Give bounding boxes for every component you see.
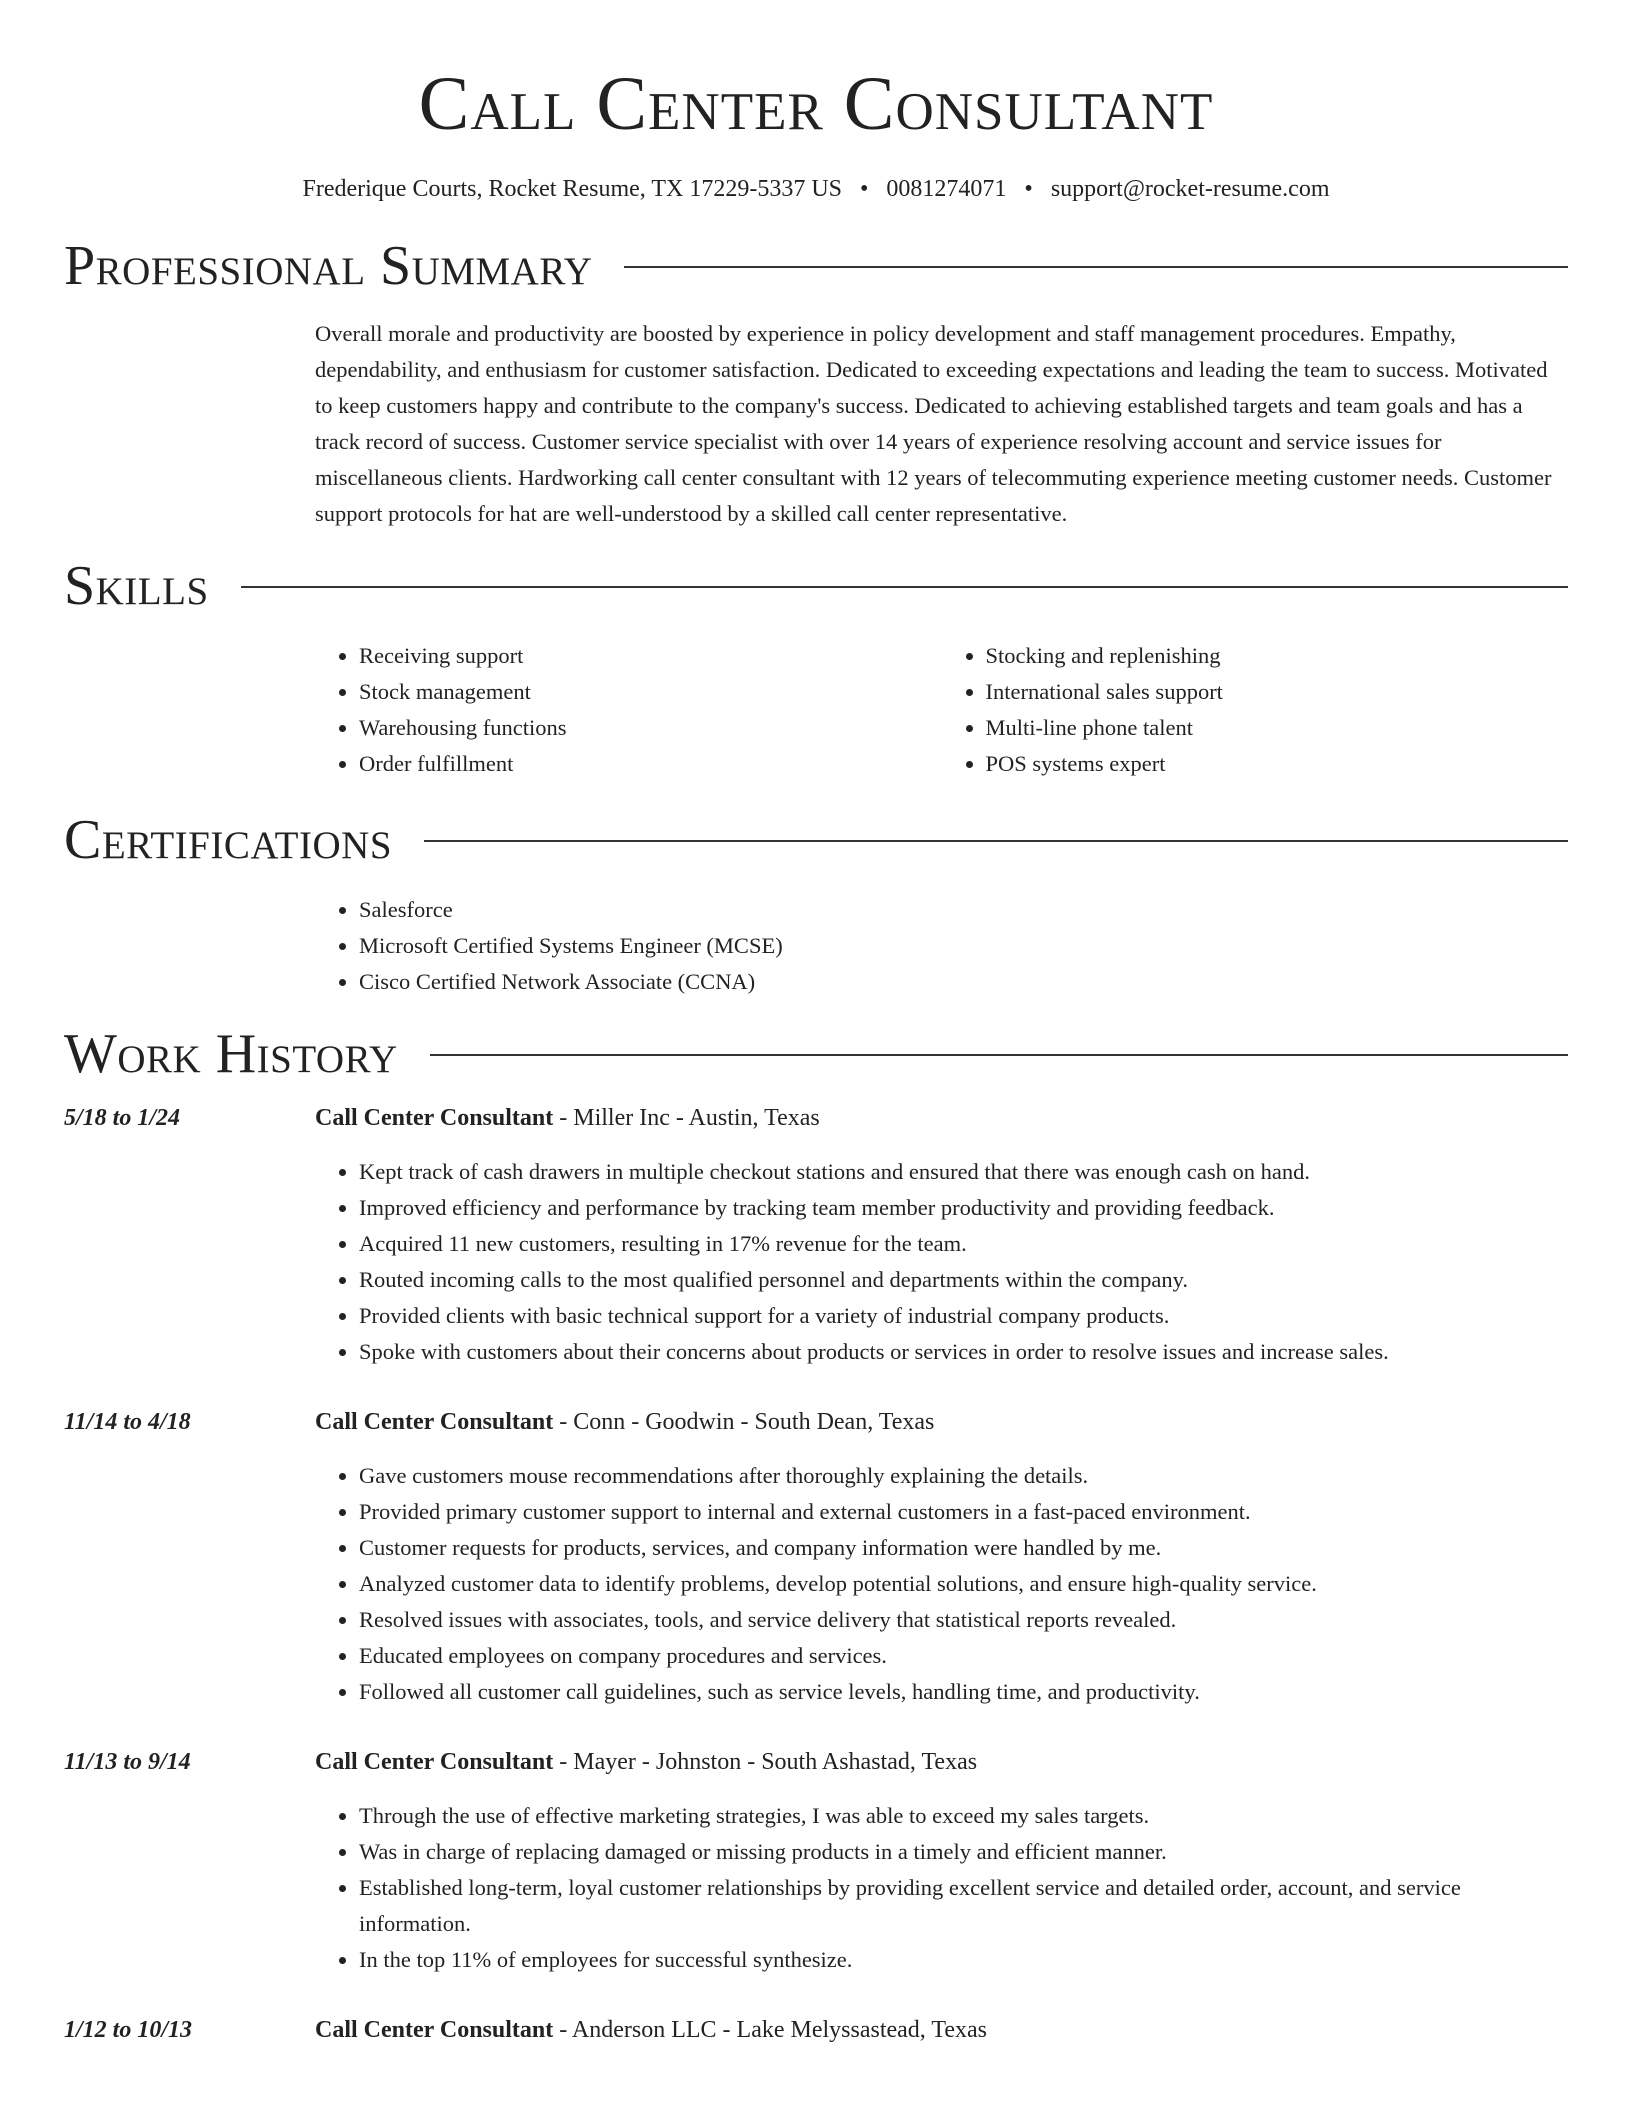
job-bullets <box>315 1154 1568 1370</box>
job-dates: 11/14 to 4/18 <box>64 1409 191 1435</box>
job-bullet: • Spoke with customers about their concerns about products or services in order to resolve issues and increase sales. <box>359 1334 1568 1370</box>
certification-item: • Microsoft Certified Systems Engineer (MCSE) <box>359 928 1568 964</box>
section-divider <box>424 840 1568 842</box>
job-bullet: • Established long-term, loyal customer relationships by providing excellent service and detailed order, account, and service information. <box>359 1870 1568 1942</box>
skill-item: • Warehousing functions <box>359 710 942 746</box>
job-company: - Conn - Goodwin - South Dean, Texas <box>553 1409 935 1435</box>
job-bullet: • Resolved issues with associates, tools, and service delivery that statistical reports revealed. <box>359 1602 1568 1638</box>
job-bullet: • Provided primary customer support to internal and external customers in a fast-paced environment. <box>359 1494 1568 1530</box>
certifications-list <box>315 892 1568 1000</box>
job-bullet: • Gave customers mouse recommendations after thoroughly explaining the details. <box>359 1458 1568 1494</box>
skills-column-right <box>942 638 1569 782</box>
section-divider <box>241 586 1568 588</box>
summary-text: Overall morale and productivity are boosted by experience in policy development and staff management procedures. Empathy, dependability, and enthusiasm for customer satisfaction. Dedicated to exceeding expectations and leading the team to success. Motivated to keep customers happy and contribute to the company's success. Dedicated to achieving established targets and team goals and has a track record of success. Customer service specialist with over 14 years of experience resolving account and service issues for miscellaneous clients. Hardworking call center consultant with 12 years of telecommuting experience meeting customer needs. Customer support protocols for hat are well-understood by a skilled call center representative. <box>315 321 1552 526</box>
job-bullet: • Followed all customer call guidelines, such as service levels, handling time, and productivity. <box>359 1674 1568 1710</box>
job-company: - Mayer - Johnston - South Ashastad, Texas <box>553 1749 978 1775</box>
job-entry <box>64 2012 1568 2048</box>
resume-title: Call Center Consultant <box>418 62 1214 146</box>
job-bullet: • Improved efficiency and performance by tracking team member productivity and providing feedback. <box>359 1190 1568 1226</box>
job-dates: 11/13 to 9/14 <box>64 1749 191 1775</box>
job-header <box>315 1744 977 1780</box>
job-bullet: • Was in charge of replacing damaged or missing products in a timely and efficient manner. <box>359 1834 1568 1870</box>
work-history-heading: Work History <box>64 1023 398 1085</box>
job-dates: 1/12 to 10/13 <box>64 2017 193 2043</box>
certification-item: • Cisco Certified Network Associate (CCNA) <box>359 964 1568 1000</box>
section-divider <box>430 1054 1568 1056</box>
skills-section-header <box>64 554 1568 618</box>
job-title: Call Center Consultant <box>315 2017 554 2043</box>
job-title: Call Center Consultant <box>315 1105 554 1131</box>
certifications-heading: Certifications <box>64 809 393 871</box>
skill-item: • Stocking and replenishing <box>986 638 1569 674</box>
job-entry <box>64 1744 1568 1780</box>
job-company: - Miller Inc - Austin, Texas <box>553 1105 820 1131</box>
resume-page <box>64 0 1568 2048</box>
skills-heading: Skills <box>64 555 209 617</box>
job-header <box>315 1100 820 1136</box>
certifications-section-header <box>64 808 1568 872</box>
job-bullet: • Kept track of cash drawers in multiple checkout stations and ensured that there was enough cash on hand. <box>359 1154 1568 1190</box>
contact-email: support@rocket-resume.com <box>1050 176 1330 202</box>
job-bullet: • In the top 11% of employees for successful synthesize. <box>359 1942 1568 1978</box>
job-bullet: • Routed incoming calls to the most qualified personnel and departments within the company. <box>359 1262 1568 1298</box>
job-bullet: • Analyzed customer data to identify problems, develop potential solutions, and ensure high-quality service. <box>359 1566 1568 1602</box>
skills-column-left <box>315 638 942 782</box>
job-bullet: • Provided clients with basic technical support for a variety of industrial company products. <box>359 1298 1568 1334</box>
skill-item: • International sales support <box>986 674 1569 710</box>
skill-item: • Receiving support <box>359 638 942 674</box>
job-bullet: • Acquired 11 new customers, resulting in 17% revenue for the team. <box>359 1226 1568 1262</box>
work-history-section-header <box>64 1022 1568 1086</box>
job-title: Call Center Consultant <box>315 1749 554 1775</box>
contact-phone: 0081274071 <box>886 176 1007 202</box>
skill-item: • Multi-line phone talent <box>986 710 1569 746</box>
job-header <box>315 2012 987 2048</box>
contact-separator: • <box>860 176 869 202</box>
skills-list <box>315 638 1568 782</box>
contact-line <box>64 174 1568 204</box>
job-header <box>315 1404 934 1440</box>
job-bullet: • Through the use of effective marketing strategies, I was able to exceed my sales targets. <box>359 1798 1568 1834</box>
job-entry <box>64 1404 1568 1440</box>
section-divider <box>624 266 1568 268</box>
job-bullet: • Customer requests for products, services, and company information were handled by me. <box>359 1530 1568 1566</box>
job-bullets <box>315 1458 1568 1710</box>
job-company: - Anderson LLC - Lake Melyssastead, Texas <box>553 2017 988 2043</box>
skill-item: • POS systems expert <box>986 746 1569 782</box>
job-bullets <box>315 1798 1568 1978</box>
skill-item: • Stock management <box>359 674 942 710</box>
job-bullet: • Educated employees on company procedures and services. <box>359 1638 1568 1674</box>
job-entry <box>64 1100 1568 1136</box>
certification-item: • Salesforce <box>359 892 1568 928</box>
skill-item: • Order fulfillment <box>359 746 942 782</box>
job-dates: 5/18 to 1/24 <box>64 1105 181 1131</box>
contact-separator: • <box>1024 176 1033 202</box>
summary-section-header <box>64 234 1568 298</box>
job-title: Call Center Consultant <box>315 1409 554 1435</box>
summary-heading: Professional Summary <box>64 235 593 297</box>
contact-address: Frederique Courts, Rocket Resume, TX 17229-5337 US <box>302 176 842 202</box>
